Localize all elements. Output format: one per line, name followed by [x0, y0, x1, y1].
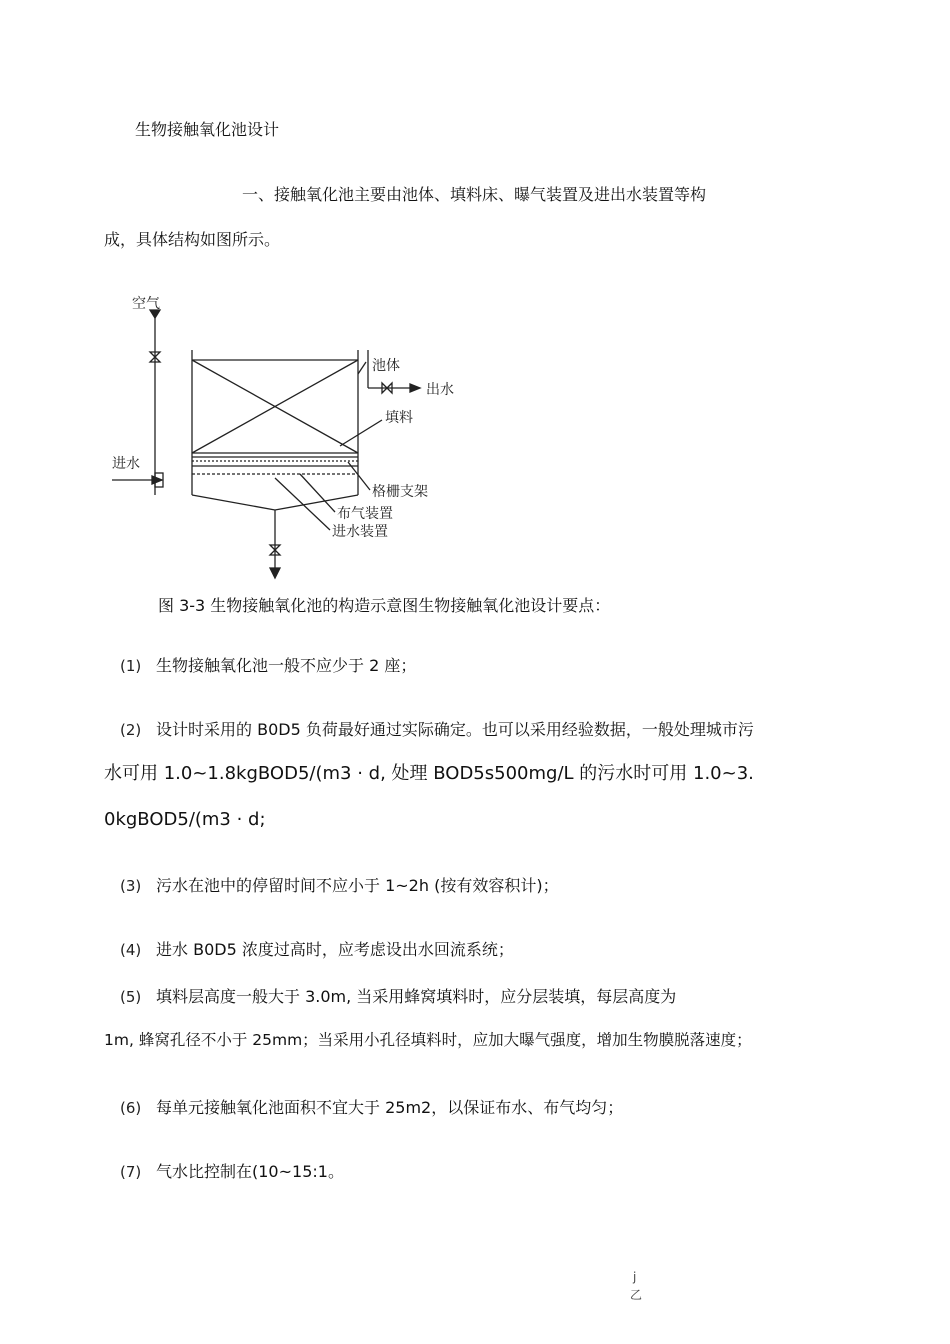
label-outflow: 出水 — [426, 382, 454, 398]
packing-leader — [340, 420, 382, 446]
item-7-text: 气水比控制在(10~15:1。 — [156, 1162, 344, 1181]
label-air: 空气 — [132, 296, 160, 312]
label-grid: 格栅支架 — [372, 484, 428, 500]
item-4-text: 进水 B0D5 浓度过高时，应考虑设出水回流系统； — [156, 940, 514, 959]
intro-line-2: 成，具体结构如图所示。 — [104, 230, 281, 249]
item-2-number: (2) — [120, 721, 142, 739]
tank-leader — [358, 362, 366, 374]
label-packing: 填料 — [385, 410, 413, 426]
page-mark-bottom: 乙 — [630, 1288, 643, 1302]
drain-arrow — [270, 568, 280, 578]
label-tank: 池体 — [372, 358, 400, 374]
intro-line-1: 一、接触氧化池主要由池体、填料床、曝气装置及进出水装置等构 — [242, 185, 707, 204]
label-inflow: 进水 — [112, 456, 140, 472]
item-6 — [120, 1098, 623, 1118]
figure-caption: 图 3-3 生物接触氧化池的构造示意图生物接触氧化池设计要点： — [158, 596, 611, 615]
item-2 — [120, 720, 754, 740]
item-5 — [120, 987, 676, 1007]
item-2-text: 设计时采用的 B0D5 负荷最好通过实际确定。也可以采用经验数据，一般处理城市污 — [156, 720, 754, 739]
contact-oxidation-tank-diagram — [100, 290, 480, 590]
label-inlet-device: 进水装置 — [332, 524, 388, 540]
item-1-number: (1) — [120, 657, 142, 675]
label-aerator: 布气装置 — [337, 506, 393, 522]
item-7 — [120, 1162, 344, 1182]
page-mark-top: j — [633, 1270, 637, 1284]
item-3-number: (3) — [120, 877, 142, 895]
item-7-number: (7) — [120, 1163, 142, 1181]
item-2-line-3: 0kgBOD5/(m3 · d; — [104, 809, 266, 830]
inflow-arrow — [152, 476, 162, 484]
page-title: 生物接触氧化池设计 — [135, 120, 280, 139]
item-6-number: (6) — [120, 1099, 142, 1117]
outflow-arrow — [410, 384, 420, 392]
item-2-line-2: 水可用 1.0~1.8kgBOD5/(m3 · d, 处理 BOD5s500mg/L 的污水时可用 1.0~3. — [104, 763, 754, 784]
inlet-device-leader — [275, 478, 330, 530]
item-3-text: 污水在池中的停留时间不应小于 1~2h (按有效容积计)； — [156, 876, 559, 895]
item-4 — [120, 940, 514, 960]
item-6-text: 每单元接触氧化池面积不宜大于 25m2，以保证布水、布气均匀； — [156, 1098, 624, 1117]
item-5-line-2: 1m, 蜂窝孔径不小于 25mm；当采用小孔径填料时，应加大曝气强度，增加生物膜脱落速度； — [104, 1031, 752, 1049]
item-5-text: 填料层高度一般大于 3.0m, 当采用蜂窝填料时，应分层装填，每层高度为 — [156, 987, 677, 1006]
item-5-number: (5) — [120, 988, 142, 1006]
hopper-bottom — [192, 495, 358, 510]
grid-leader — [348, 462, 370, 490]
item-1-text: 生物接触氧化池一般不应少于 2 座； — [156, 656, 417, 675]
item-3 — [120, 876, 559, 896]
item-1 — [120, 656, 416, 676]
item-4-number: (4) — [120, 941, 142, 959]
